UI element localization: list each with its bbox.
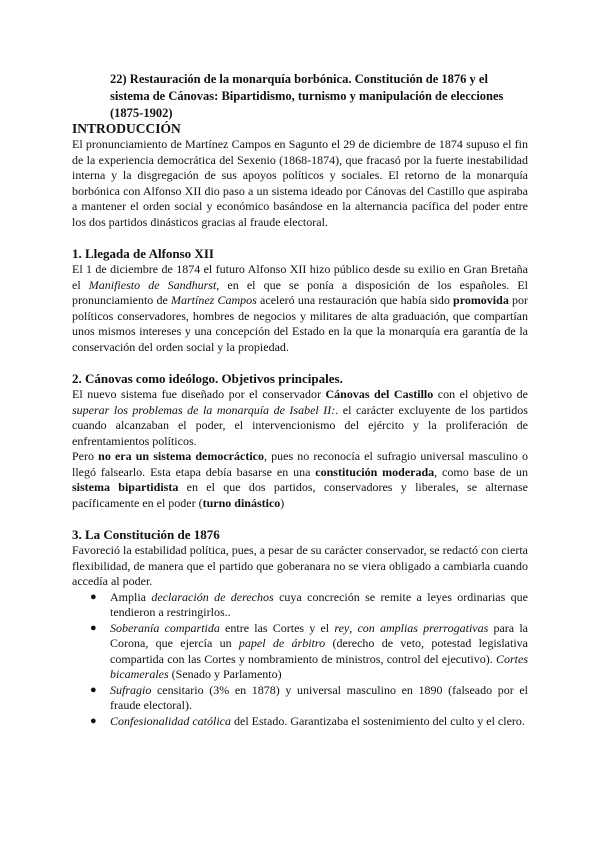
text: Amplia [110,589,152,604]
superar-italic: superar los problemas de la monarquía de Isabel II: [72,402,336,417]
list-item [90,589,529,621]
list-item [90,682,528,714]
text: Pero [72,449,99,463]
document-title: 22) Restauración de la monarquía borbónica. Constitución de 1876 y el sistema de Cánovas: Bipartidismo, turnismo y manipulación de elecciones (1875-1902) [110,72,504,120]
text: El 1 de diciembre de 1874 el futuro Alfonso XII hizo público desde su exilio en Gran Bretaña el [72,262,528,292]
no-democratico-bold: no era un sistema democráctico [98,449,264,463]
text: aceleró una restauración que había sido [256,293,454,307]
italic-term: Confesionalidad católica [110,713,231,728]
section-2-heading: 2. Cánovas como ideólogo. Objetivos principales. [72,371,343,386]
text: , [349,620,358,635]
bullet-icon: ● [90,621,97,634]
bipartidista-bold: sistema bipartidista [72,480,179,494]
italic-term: con amplias prerrogativas [357,620,489,635]
section-2-paragraph-2 [72,449,528,511]
italic-term: Sufragio [110,682,152,697]
martinez-italic: Martínez Campos [171,293,257,307]
text: para la Corona, que ejercía un [110,620,528,650]
section-3-heading: 3. La Constitución de 1876 [72,527,220,542]
text: con el objetivo de [433,387,529,401]
bullet-icon: ● [90,714,97,727]
italic-term: Soberanía compartida [110,620,220,635]
text: por políticos conservadores, hombres de negocios y militares de alta graduación, que compartían unos mismos intereses y una concepción del Estado en la que la monarquía era garantía de la conservación del orden social y la propiedad. [72,293,529,354]
italic-term: Cortes bicamerales [110,651,528,681]
spacer [72,511,528,526]
bullet-icon: ● [90,590,97,603]
intro-paragraph: El pronunciamiento de Martínez Campos en Sagunto el 29 de diciembre de 1874 supuso el fin de la experiencia democrática del Sexenio (1868-1874), que fracasó por la fuerte inestabilidad interna y la disgregación de sus apoyos políticos y sociales. El retorno de la monarquía borbónica con Alfonso XII dio paso a un sistema ideado por Cánovas del Castillo que aspiraba a mantener el orden social y económico basándose en la alternancia pacífica del poder entre los dos partidos dinásticos gracias al fraude electoral. [72,137,528,229]
bullet-icon: ● [90,683,97,696]
text: cuya concreción se remite a leyes ordinarias que tendieron a restringirlos.. [110,589,529,619]
section-1-heading: 1. Llegada de Alfonso XII [72,246,214,261]
constitucion-bold: constitución moderada [315,464,435,479]
text: , como base de un [434,464,529,479]
italic-term: rey [334,620,350,635]
text: . el carácter excluyente de los partidos cuando alcanzaban el poder, el intervencionismo del ejército y la proliferación de enfrentamientos políticos. [72,402,528,448]
text: en el que dos partidos, conservadores y liberales, se alternase pacíficamente en el poder ( [72,480,528,510]
spacer [72,355,528,370]
text: entre las Cortes y el [219,620,335,635]
document-body [72,120,528,729]
text: del Estado. Garantizaba el sostenimiento del culto y el clero. [231,713,525,728]
constitution-features-list [72,590,528,730]
intro-heading: INTRODUCCIÓN [72,121,181,136]
section-1-paragraph [72,262,528,355]
text: (Senado y Parlamento) [168,667,282,681]
list-item [90,620,529,683]
section-3-paragraph: Favoreció la estabilidad política, pues, a pesar de su carácter conservador, se redactó con cierta flexibilidad, de manera que el partido que goberanara no se viera obligado a cambiarla cuando accedía al poder. [72,543,528,588]
italic-term: declaración de derechos [151,589,274,604]
list-item [90,713,528,730]
text: , pues no reconocía el sufragio universal masculino o llegó falsearlo. Esta etapa debía basarse en una [72,449,528,479]
turno-bold: turno dinástico [202,495,281,510]
manifesto-italic: Manifiesto de Sandhurst [88,277,217,292]
text: (derecho de veto, potestad legislativa compartida con las Cortes y nombramiento de ministros, control del ejecutivo). [110,636,529,666]
text: ) [280,495,285,510]
text: , en el que se ponía a disposición de los españoles. El pronunciamiento de [72,277,528,307]
promovida-bold: promovida [453,293,509,307]
canovas-bold: Cánovas del Castillo [325,387,434,401]
spacer [72,230,528,245]
section-2-paragraph-1 [72,387,528,449]
text: censitario (3% en 1878) y universal masculino en 1890 (falseado por el fraude electoral). [110,682,528,712]
text: El nuevo sistema fue diseñado por el conservador [72,387,326,401]
italic-term: papel de árbitro [238,636,326,650]
